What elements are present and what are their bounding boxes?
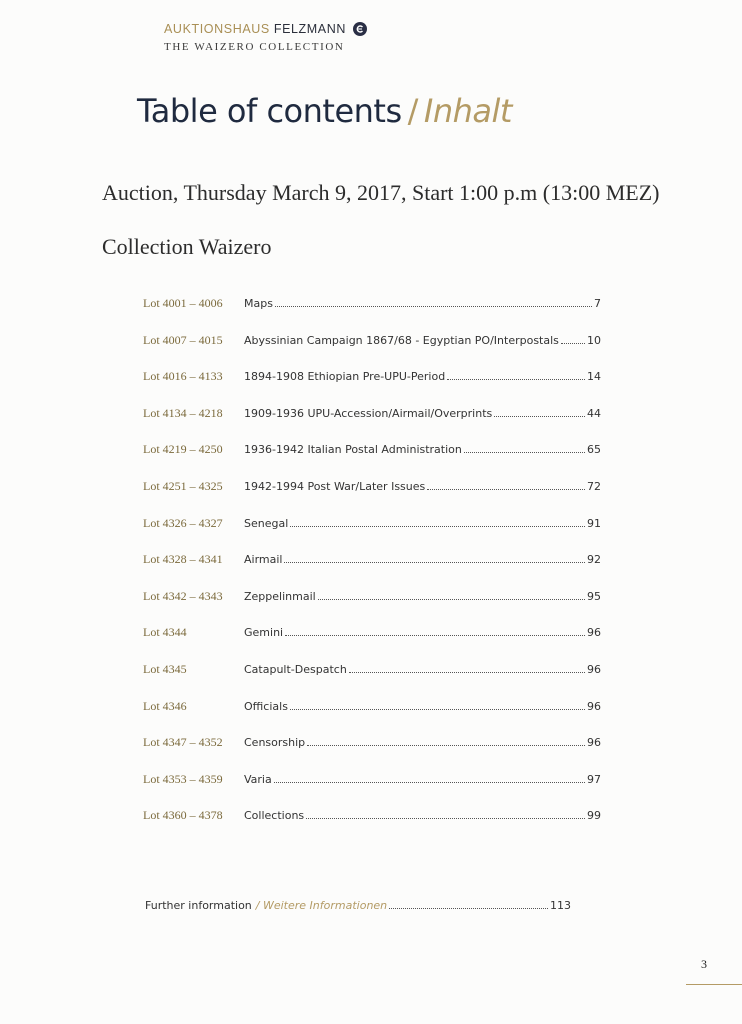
toc-topic: 1942-1994 Post War/Later Issues	[244, 480, 426, 493]
toc-page-number: 7	[594, 297, 601, 310]
dot-leader	[494, 416, 585, 417]
toc-row	[143, 516, 601, 536]
toc-lot-range: Lot 4219 – 4250	[143, 442, 223, 457]
toc-row	[143, 625, 601, 645]
dot-leader	[275, 306, 592, 307]
toc-page-number: 92	[587, 553, 601, 567]
page-number-rule	[686, 984, 742, 985]
toc-page-number: 96	[587, 736, 601, 750]
dot-leader	[447, 379, 585, 380]
dot-leader	[274, 782, 585, 783]
toc-topic: Senegal	[244, 516, 289, 530]
toc-page-number: 97	[587, 772, 601, 786]
dot-leader	[306, 818, 585, 819]
title-german: Inhalt	[423, 92, 512, 130]
toc-lot-range: Lot 4016 – 4133	[143, 369, 223, 384]
toc-topic: Abyssinian Campaign 1867/68 - Egyptian PO/Interpostals	[244, 333, 559, 347]
toc-topic: Maps	[244, 297, 273, 310]
toc-topic: Collections	[244, 809, 305, 823]
toc-lot-range: Lot 4007 – 4015	[143, 332, 223, 347]
toc-lot-range: Lot 4360 – 4378	[143, 808, 223, 823]
toc-lot-range: Lot 4001 – 4006	[143, 296, 223, 310]
toc-row	[143, 589, 601, 609]
dot-leader	[427, 489, 585, 490]
dot-leader	[464, 452, 585, 453]
toc-row	[143, 333, 601, 353]
toc-topic: Gemini	[244, 626, 284, 640]
toc-topic: Airmail	[244, 553, 283, 567]
toc-page-number: 96	[587, 699, 601, 713]
toc-topic: 1909-1936 UPU-Accession/Airmail/Overprints	[244, 406, 493, 420]
felzmann-logo-icon	[353, 22, 367, 36]
brand-auktionshaus: AUKTIONSHAUS	[164, 22, 270, 36]
toc-row	[143, 552, 601, 572]
toc-page-number: 99	[587, 809, 601, 823]
toc-row	[143, 296, 601, 316]
toc-lot-range: Lot 4346	[143, 698, 187, 713]
toc-row	[143, 735, 601, 755]
toc-topic: Zeppelinmail	[244, 589, 316, 603]
page-title	[137, 92, 512, 130]
toc-page-number: 91	[587, 516, 601, 530]
toc-row	[143, 772, 601, 792]
dot-leader	[389, 908, 548, 909]
toc-lot-range: Lot 4342 – 4343	[143, 588, 223, 603]
toc-topic: Officials	[244, 699, 288, 713]
brand-line	[164, 22, 367, 36]
toc-row	[143, 406, 601, 426]
title-separator: /	[407, 92, 418, 130]
toc-topic: 1936-1942 Italian Postal Administration	[244, 443, 462, 457]
toc-topic: Varia	[244, 772, 272, 786]
dot-leader	[561, 343, 585, 344]
toc-page-number: 96	[587, 663, 601, 676]
dot-leader	[290, 526, 585, 527]
toc-topic: 1894-1908 Ethiopian Pre-UPU-Period	[244, 370, 446, 384]
dot-leader	[307, 745, 585, 746]
toc-lot-range: Lot 4344	[143, 625, 187, 640]
toc-page-number: 10	[587, 333, 601, 347]
collection-subtitle: THE WAIZERO COLLECTION	[164, 41, 345, 53]
toc-row	[143, 369, 601, 389]
further-information-page: 113	[550, 899, 571, 912]
toc-lot-range: Lot 4251 – 4325	[143, 479, 223, 493]
toc-topic: Catapult-Despatch	[244, 663, 347, 676]
title-english: Table of contents	[137, 92, 402, 130]
toc-topic: Censorship	[244, 736, 306, 750]
dot-leader	[285, 635, 585, 636]
publisher-header	[164, 22, 367, 53]
toc-lot-range: Lot 4326 – 4327	[143, 515, 223, 530]
further-information-row	[145, 899, 571, 912]
toc-row	[143, 479, 601, 499]
toc-page-number: 96	[587, 626, 601, 640]
toc-row	[143, 699, 601, 719]
further-information-german: / Weitere Informationen	[255, 899, 388, 912]
toc-lot-range: Lot 4328 – 4341	[143, 552, 223, 567]
toc-lot-range: Lot 4345	[143, 662, 187, 676]
toc-row	[143, 442, 601, 462]
toc-row	[143, 808, 601, 828]
toc-lot-range: Lot 4347 – 4352	[143, 735, 223, 750]
toc-page-number: 95	[587, 589, 601, 603]
auction-date-line: Auction, Thursday March 9, 2017, Start 1:00 p.m (13:00 MEZ)	[102, 180, 660, 205]
brand-felzmann: FELZMANN	[273, 22, 346, 36]
dot-leader	[318, 599, 585, 600]
further-information-label: Further information	[145, 899, 252, 912]
toc-page-number: 14	[587, 370, 601, 384]
toc-page-number: 72	[587, 480, 601, 493]
toc-lot-range: Lot 4134 – 4218	[143, 405, 223, 420]
toc-row	[143, 662, 601, 682]
collection-heading: Collection Waizero	[102, 234, 272, 259]
logo-mark-icon	[355, 24, 365, 34]
dot-leader	[290, 709, 585, 710]
dot-leader	[349, 672, 585, 673]
dot-leader	[284, 562, 585, 563]
page-number: 3	[701, 957, 707, 971]
toc-page-number: 65	[587, 443, 601, 457]
toc-page-number: 44	[587, 406, 601, 420]
toc-lot-range: Lot 4353 – 4359	[143, 771, 223, 786]
